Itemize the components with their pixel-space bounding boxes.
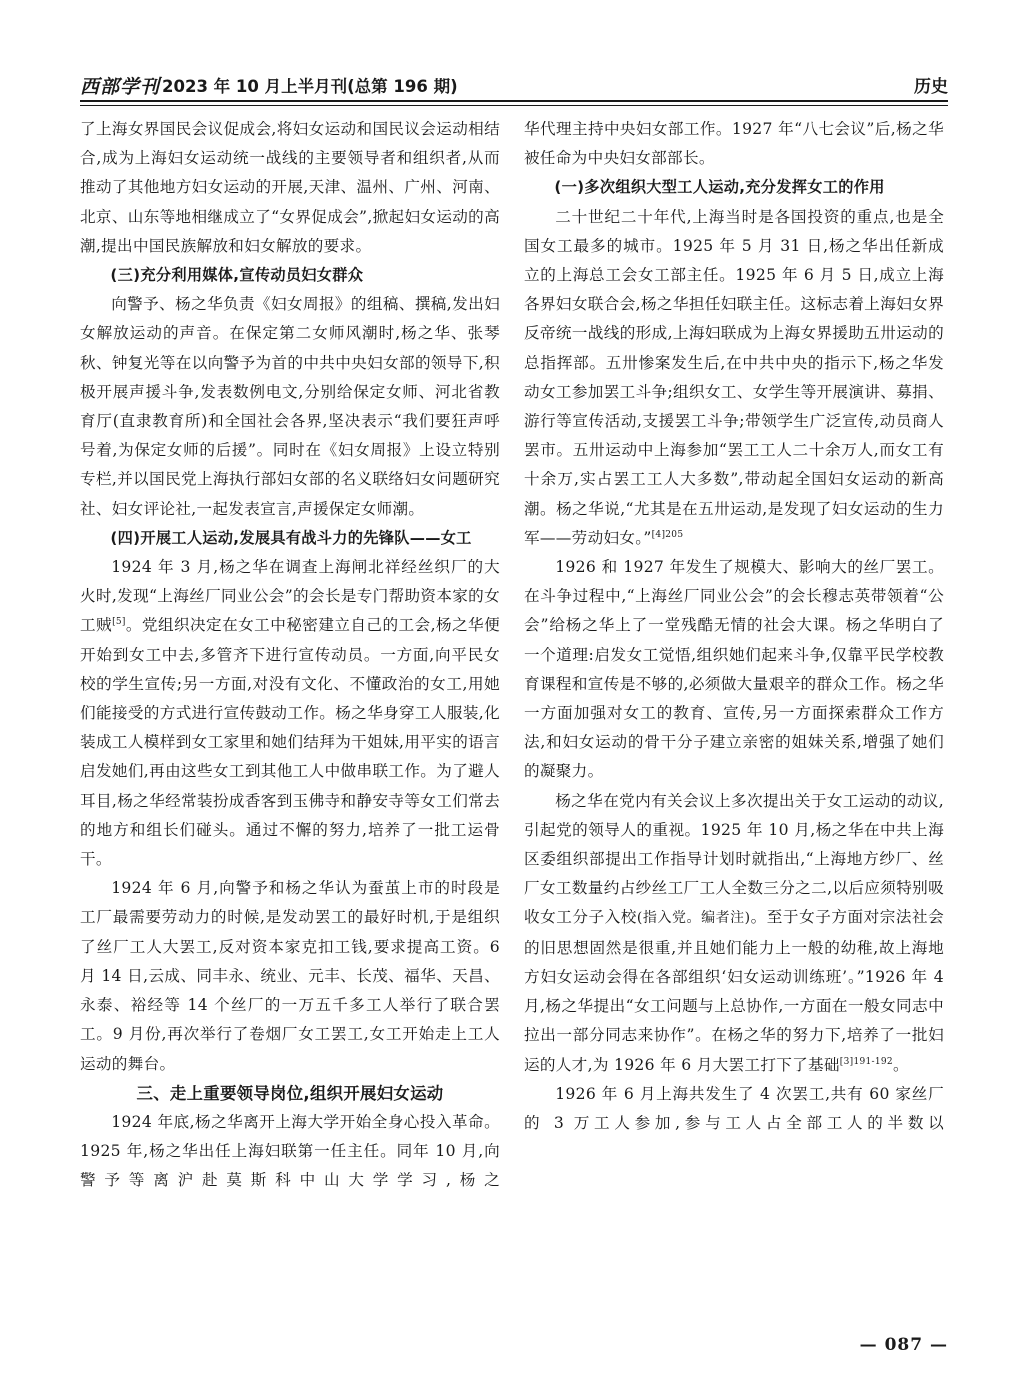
section-label: 历史 [914,77,948,97]
paragraph [80,553,500,874]
issue-info: 2023 年 10 月上半月刊(总第 196 期) [162,77,458,96]
subsection-heading: (三)充分利用媒体,宣传动员妇女群众 [110,266,364,285]
header-rule-thin [80,105,948,106]
subsection-heading: (一)多次组织大型工人运动,充分发挥女工的作用 [554,178,885,197]
page-number: — 087 — [859,1335,948,1355]
subsection-heading: (四)开展工人运动,发展具有战斗力的先锋队——女工 [110,528,472,547]
page-header [80,66,948,102]
paragraph-text: 。党组织决定在女工中秘密建立自己的工会,杨之华便开始到女工中去,多管齐下进行宣传动员。一方面,向平民女校的学生宣传;另一方面,对没有文化、不懂政治的女工,用她们能接受的方式进行宣传鼓动工作。杨之华身穿工人服装,化装成工人模样到女工家里和她们结拜为干姐妹,用平实的语言启发她们,再由这些女工到其他工人中做串联工作。为了避人耳目,杨之华经常装扮成香客到玉佛寺和静安寺等女工们常去的地方和组长们碰头。通过不懈的努力,培养了一批工运骨干。 [80,616,500,869]
paragraph-text: 二十世纪二十年代,上海当时是各国投资的重点,也是全国女工最多的城市。1925 年 5 月 31 日,杨之华出任新成立的上海总工会女工部主任。1925 年 6 月 5 日,成立上海各界妇女联合会,杨之华担任妇联主任。这标志着上海妇女界反帝统一战线的形成,上海妇联成为上海女界援助五卅运动的总指挥部。五卅惨案发生后,在中共中央的指示下,杨之华发动女工参加罢工斗争;组织女工、女学生等开展演讲、募捐、游行等宣传活动,支援罢工斗争;带领学生广泛宣传,动员商人罢市。五卅运动中上海参加“罢工工人二十余万人,而女工有十余万,实占罢工工人大多数”,带动起全国妇女运动的新高潮。杨之华说,“尤其是在五卅运动,是发现了妇女运动的生力军——劳动妇女。” [524,207,944,547]
editor-note: (指入党。编者注) [636,910,751,927]
paragraph-text: 杨之华在党内有关会议上多次提出关于女工运动的动议,引起党的领导人的重视。1925 年 10 月,杨之华在中共上海区委组织部提出工作指导计划时就指出,“上海地方纱厂、丝厂女工数量约占纱丝工厂工人全数三分之二,以后应须特别吸收女工分子入校 [524,791,944,927]
paragraph-text: 。 [892,1055,909,1074]
journal-logo: 西部学刊 [80,76,161,98]
paragraph [524,203,944,553]
paragraph: 向警予、杨之华负责《妇女周报》的组稿、撰稿,发出妇女解放运动的声音。在保定第二女师风潮时,杨之华、张琴秋、钟复光等在以向警予为首的中共中央妇女部的领导下,积极开展声援斗争,发表数例电文,分别给保定女师、河北省教育厅(直隶教育所)和全国社会各界,坚决表示“我们要狂声呼号着,为保定女师的后援”。同时在《妇女周报》上设立特别专栏,并以国民党上海执行部妇女部的名义联络妇女问题研究社、妇女评论社,一起发表宣言,声援保定女师潮。 [80,295,500,518]
left-column [80,115,500,1196]
paragraph: 1924 年底,杨之华离开上海大学开始全身心投入革命。1925 年,杨之华出任上海妇联第一任主任。同年 10 月,向警予等离沪赴莫斯科中山大学学习,杨之 [80,1112,500,1190]
header-rule-thick [80,100,948,102]
paragraph: 1926 和 1927 年发生了规模大、影响大的丝厂罢工。在斗争过程中,“上海丝厂同业公会”的会长穆志英带领着“公会”给杨之华上了一堂残酷无情的社会大课。杨之华明白了一个道理:启发女工觉悟,组织她们起来斗争,仅靠平民学校教育课程和宣传是不够的,必须做大量艰辛的群众工作。杨之华一方面加强对女工的教育、宣传,另一方面探索群众工作方法,和妇女运动的骨干分子建立亲密的姐妹关系,增强了她们的凝聚力。 [524,558,944,781]
paragraph [524,787,944,1080]
paragraph-text: 1924 年 3 月,杨之华在调查上海闸北祥经丝织厂的大火时,发现“上海丝厂同业公会”的会长是专门帮助资本家的女工贼 [80,558,500,635]
paragraph: 了上海女界国民会议促成会,将妇女运动和国民议会运动相结合,成为上海妇女运动统一战线的主要领导者和组织者,从而推动了其他地方妇女运动的开展,天津、温州、广州、河南、北京、山东等地相继成立了“女界促成会”,掀起妇女运动的高潮,提出中国民族解放和妇女解放的要求。 [80,120,500,255]
citation: [4]205 [651,529,684,540]
right-column [524,115,944,1138]
paragraph: 1926 年 6 月上海共发生了 4 次罢工,共有 60 家丝厂的 3 万工人参加,参与工人占全部工人的半数以 [524,1084,944,1132]
paragraph-text: 。至于女子方面对宗法社会的旧思想固然是很重,并且她们能力上一般的幼稚,故上海地方妇女运动会得在各部组织‘妇女运动训练班’。”1926 年 4 月,杨之华提出“女工问题与上总协作,一方面在一般女同志中拉出一部分同志来协作”。在杨之华的努力下,培养了一批妇运的人才,为 1926 年 6 月大罢工打下了基础 [524,908,944,1074]
paragraph: 华代理主持中央妇女部工作。1927 年“八七会议”后,杨之华被任命为中央妇女部部长。 [524,120,944,168]
paragraph: 1924 年 6 月,向警予和杨之华认为蚕茧上市的时段是工厂最需要劳动力的时候,是发动罢工的最好时机,于是组织了丝厂工人大罢工,反对资本家克扣工钱,要求提高工资。6 月 14 日,云成、同丰永、统业、元丰、长茂、福华、天昌、永泰、裕经等 14 个丝厂的一万五千多工人举行了联合罢工。9 月份,再次举行了卷烟厂女工罢工,女工开始走上工人运动的舞台。 [80,879,500,1073]
section-heading: 三、走上重要领导岗位,组织开展妇女运动 [136,1083,444,1103]
citation: [3]191-192 [839,1056,893,1067]
citation: [5] [112,617,126,628]
